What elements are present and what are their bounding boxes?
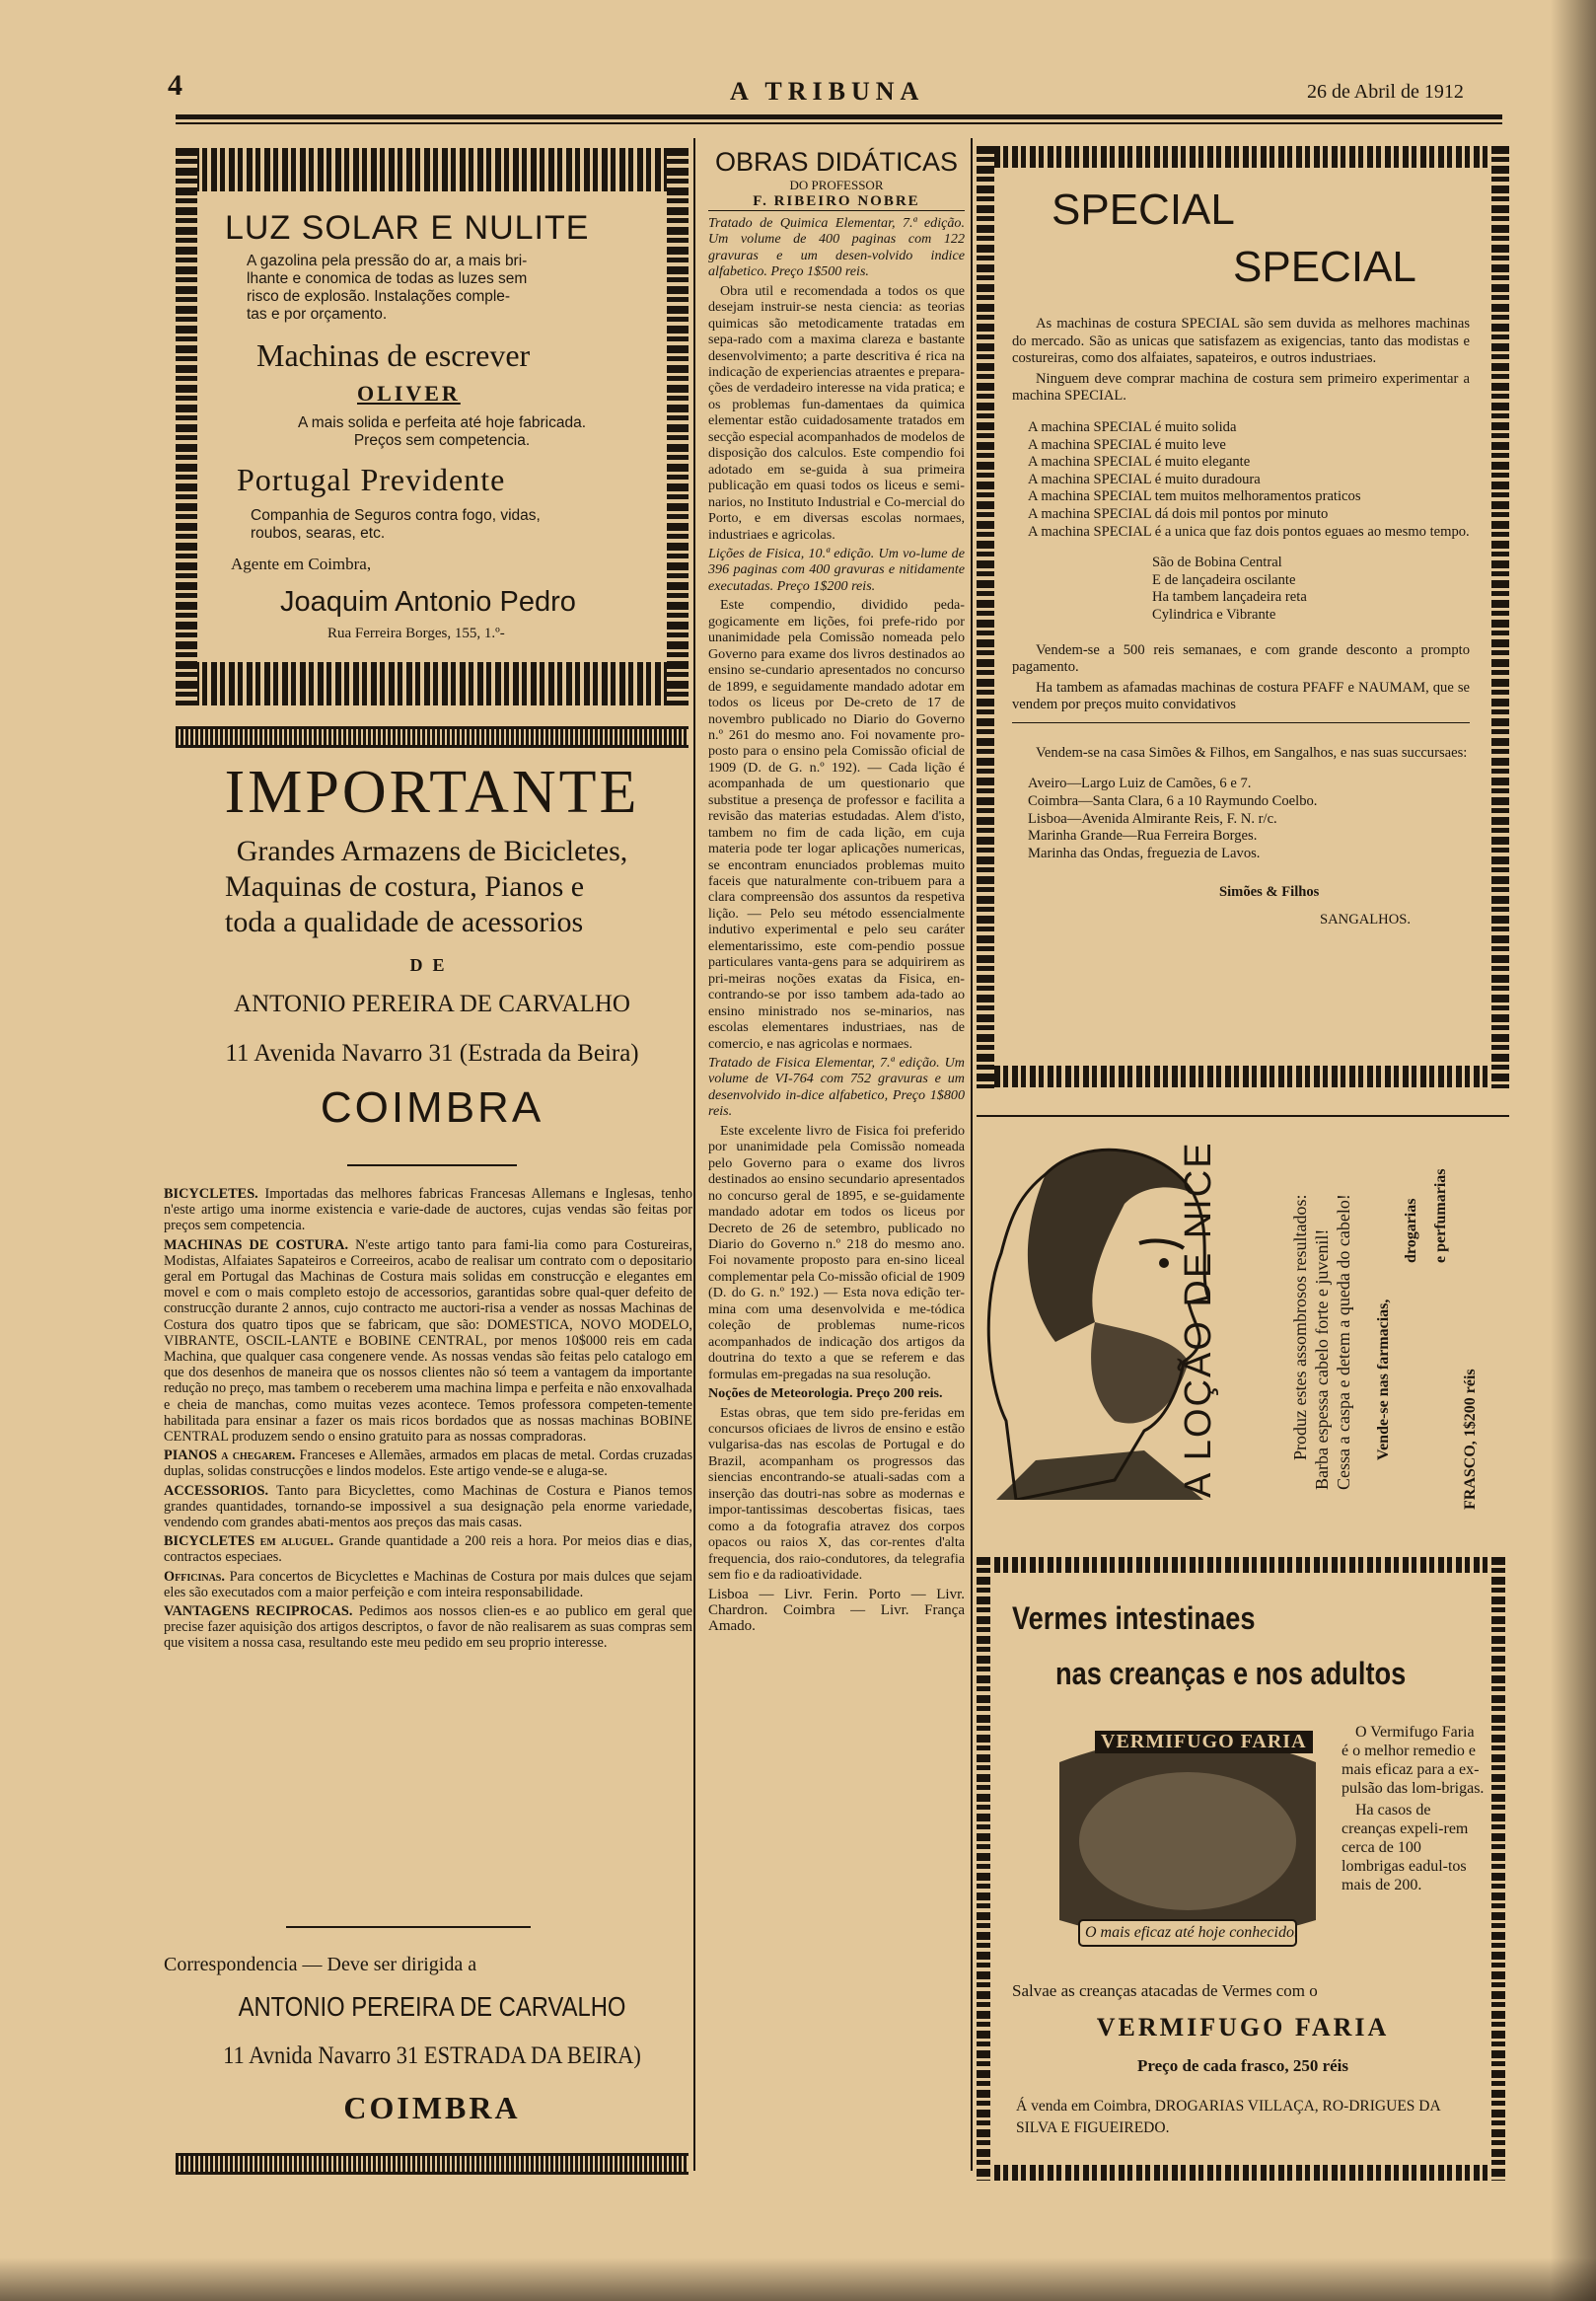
obras-column (708, 146, 965, 1638)
luz-title: LUZ SOLAR E NULITE (225, 209, 590, 247)
vermes-sale: Á venda em Coimbra, DROGARIAS VILLAÇA, RO-DRIGUES DA SILVA E FIGUEIREDO. (1016, 2098, 1440, 2136)
book-2: Lições de Fisica, 10.ª edição. Um vo-lume de 396 paginas com 400 gravuras e nitidamente executadas. Preço 1$200 reis. (708, 545, 965, 594)
obras-professor: DO PROFESSOR (789, 178, 884, 192)
corr-address: 11 Avnida Navarro 31 ESTRADA DA BEIRA) (223, 2042, 641, 2069)
ornament-border (977, 1557, 990, 2181)
vermes-brand: VERMIFUGO FARIA (1096, 2013, 1390, 2041)
vermes-title-1: Vermes intestinaes (1012, 1600, 1256, 1636)
short-rule (347, 1164, 517, 1166)
previdente-text: Companhia de Seguros contra fogo, vidas, roubos, searas, etc. (251, 507, 541, 542)
vermifugo-badge: VERMIFUGO FARIA (1095, 1731, 1313, 1753)
importante-owner: ANTONIO PEREIRA DE CARVALHO (234, 991, 630, 1017)
ornament-border (176, 662, 689, 705)
newspaper-title: A TRIBUNA (730, 77, 925, 106)
special-town: SANGALHOS. (1320, 912, 1412, 928)
agente-name: Joaquim Antonio Pedro (280, 586, 576, 618)
luz-solar-ad (176, 148, 689, 705)
locao-price: FRASCO, 1$200 réis (1462, 1369, 1479, 1510)
book-sellers: Lisboa — Livr. Ferin. Porto — Livr. Chardron. Coimbra — Livr. França Amado. (708, 1586, 965, 1635)
vermes-price: Preço de cada frasco, 250 réis (1136, 2056, 1348, 2075)
special-title-1: SPECIAL (1052, 186, 1235, 234)
oliver-text: A mais solida e perfeita até hoje fabricada. Preços sem competencia. (297, 414, 587, 449)
book-3: Tratado de Fisica Elementar, 7.ª edição. Um volume de VI-764 com 752 gravuras e um desenvolvido in-dice alfabetico, Preço 1$800 reis. (708, 1055, 965, 1120)
ornament-border (977, 146, 1509, 168)
vermes-save: Salvae as creanças atacadas de Vermes com o (1012, 1981, 1318, 2000)
agente-address: Rua Ferreira Borges, 155, 1.º- (327, 626, 505, 641)
special-ad (977, 146, 1509, 1088)
ornament-border (176, 148, 197, 705)
obras-title: OBRAS DIDÁTICAS (714, 147, 959, 177)
ornament-band (176, 726, 689, 748)
locao-title: A LOÇÃO DE NICE (1178, 1141, 1219, 1498)
importante-city: COIMBRA (320, 1083, 544, 1132)
ornament-border (1491, 146, 1509, 1088)
vermes-title-2: nas creanças e nos adultos (1055, 1656, 1407, 1691)
previdente-heading: Portugal Previdente (237, 462, 506, 497)
vermifugo-caption: O mais eficaz até hoje conhecido. (1085, 1924, 1298, 1941)
short-rule (286, 1926, 531, 1928)
issue-date: 26 de Abril de 1912 (1307, 81, 1464, 103)
ornament-border (977, 2165, 1509, 2181)
ornament-border (176, 148, 689, 191)
luz-body: A gazolina pela pressão do ar, a mais bri- lhante e conomica de todas as luzes sem risco de explosão. Instalações comple- tas e por orçamento. (247, 253, 528, 323)
locao-line-4: Vende-se nas farmacias, (1375, 1299, 1392, 1460)
special-branches: Aveiro—Largo Luiz de Camões, 6 e 7. Coimbra—Santa Clara, 6 a 10 Raymundo Coelbo. Lisboa—Avenida Almirante Reis, F. N. r/c. Marinha Grande—Rua Ferreira Borges. Marinha das Ondas, freguezia de Lavos. (1028, 776, 1318, 861)
ornament-border (667, 148, 689, 705)
vermes-side: O Vermifugo Faria é o melhor remedio e mais eficaz para a ex-pulsão das lom-brigas. Ha casos de creanças expeli-rem cerca de 100 lombrigas eadul-tos mais de 200. (1342, 1724, 1485, 1893)
book-1-text: Obra util e recomendada a todos os que desejam instruir-se nesta ciencia: as teorias quimicas são metodicamente tratadas em sepa-rado com a maxima clareza e bastante desenvolvimento; a parte descritiva é rica na indicação de experiencias atraentes e prepara-ções de verdadeiro interesse na vida pratica; e os problemas fun-damentaes da quimica elementar estão cuidadosamente tratados em secção especial acompanhados de modelos de disposição dos calculos. Este compendio foi adotado em se-guida à sua primeira publicação em quasi todos os liceus e semi-narios, no Instituto Industrial e Co-mercial do Porto, e em diversas escolas normaes, industriaes e agricolas. (708, 282, 965, 543)
locao-line-5: drogarias (1403, 1198, 1419, 1263)
section-rule (977, 1115, 1509, 1117)
importante-title: IMPORTANTE (224, 759, 640, 826)
corr-city: COIMBRA (343, 2090, 521, 2125)
machinas-heading: Machinas de escrever (256, 337, 531, 373)
page-number: 4 (168, 69, 182, 102)
book-4: Noções de Meteorologia. Preço 200 reis. (708, 1385, 943, 1402)
ornament-border (977, 1557, 1509, 1573)
ornament-border (1491, 1557, 1505, 2181)
importante-sub3: toda a qualidade de acessorios (225, 906, 584, 938)
vermes-ad (977, 1557, 1509, 2181)
special-signature: Simões & Filhos (1219, 884, 1320, 901)
special-features: A machina SPECIAL é muito solida A machina SPECIAL é muito leve A machina SPECIAL é muito elegante A machina SPECIAL é muito duradoura A machina SPECIAL tem muitos melhoramentos praticos A machina SPECIAL dá dois mil pontos por minuto A machina SPECIAL é a unica que faz dois pontos eguaes ao mesmo tempo. (1028, 418, 1470, 540)
book-2-text: Este compendio, dividido peda-gogicamente em lições, foi prefe-rido por unanimidade pela Comissão nomeada pelo Governo para exame dos livros destinados ao ensino se-cundario apresentados no concurso de 1899, e seguidamente mandado adotar em todos os liceus por De-creto de 17 de novembro publicado no Diario do Governo n.º 261 do mesmo ano. Foi novamente pro-posto para o ensino pela Comissão oficial de 1909 (D. de G. n.º 192). — Cada lição é acompanhada de um questionario que substitue a presença de professor e facilita a revisão das materias estudadas. Alem d'isto, tambem no fim de cada lição, em cuja materia pode ter logar aplicações numericas, se encontram enunciados problemas muito faceis que naturalmente con-tribuem para a clara compreensão dos assuntos da respetiva lição. — Pelo seu método essencialmente indutivo experimental e pelo seu caráter elementarissimo, este com-pendio possue particulares vanta-gens para se adquirirem as pri-meiras noções exatas da Fisica, en-contrando-se por isso tambem ada-tado ao ensino ministrado nos se-minarios, nas escolas elementares industriaes, nas de comercio, e nas agricolas e normaes. (708, 597, 965, 1052)
ornament-border (977, 1066, 1509, 1087)
locao-ad (977, 1125, 1509, 1510)
correspondence: Correspondencia — Deve ser dirigida a (164, 1954, 477, 1975)
importante-sub2: Maquinas de costura, Pianos e (225, 870, 585, 903)
importante-body: BICYCLETES. Importadas das melhores fabricas Francesas Allemans e Inglesas, tenho n'este artigo uma inorme existencia e varie-dade de auctores, cujas vendas são feitas por preços sem competencia. MACHINAS DE COSTURA. N'este artigo tanto para fami-lia como para Costureiras, Modistas, Alfaiates Sapateiros e Correeiros, acabo de realisar um contrato com o depositario geral em Portugal das Machinas de Costura mais solidas em construcção e elegantes em movel e com o mais completo estojo de accessorios, garantidas sobre qual-quer defeito de construcção durante 2 annos, cujo contracto me auctori-risa a vender as nossas Machinas de Costura dos quatro tipos que se fabricam, que são: DOMESTICA, NOVO MODELO, VIBRANTE, OSCIL-LANTE e BOBINE CENTRAL, por menos 10$000 reis em cada Machina, que qualquer casa congenere vende. As nossas vendas são feitas pelo catalogo em que dos desenhos de maneira que os nossos clientes não só teem a vantagem da importante redução no preço, mas tambem o receberem uma machina limpa e perfeita e não enxovalhada e cheia de manchas, como muitas vezes acontece. Temos professora competen-temente habilitada para ensinar a fazer os mais ricos bordados que as nossas machinas BOBINE CENTRAL produzem sendo o ensino gratuito para as nossas compradoras. PIANOS a chegarem. Franceses e Allemães, armados em placas de metal. Cordas cruzadas duplas, solidas construcções e lindos modelos. Este artigo vende-se e aluga-se. ACCESSORIOS. Tanto para Bicyclettes, como Machinas de Costura e Pianos temos grandes quantidades, tornando-se impossivel a sua designação pela enorme variedade, vendendo com grandes abati-mentos aos preços das mais casas. BICYCLETES em aluguel. Grande quantidade a 200 reis a hora. Por meios dias e dias, contractos especiaes. Officinas. Para concertos de Bicyclettes e Machinas de Costura por mais dulces que sejam eles são executados com a maior perfeição e com inteira responsabilidade. VANTAGENS RECIPROCAS. Pedimos aos nossos clien-es e ao publico em geral que precise fazer aquisição dos artigos descriptos, o favor de não realisarem as suas compras sem que visitem a nossa casa, resultando este meu pedido em seu proprio interesse. (164, 1186, 693, 1652)
column-rule (971, 138, 973, 2171)
locao-line-1: Produz estes assombrosos resultados: (1290, 1194, 1310, 1460)
corr-owner: ANTONIO PEREIRA DE CARVALHO (238, 1991, 626, 2022)
book-3-text: Este excelente livro de Fisica foi preferido por unanimidade pela Comissão nomeada pelo Governo para o exame dos livros destinados ao ensino secundario apresentados no concurso geral de 1895, e se-guidamente mandado adotar em todos os liceus por Decreto de 26 de setembro, publicado no Diario do Governo n.º 218 do mesmo ano. Foi novamente proposto para en-sino liceal complementar pela Co-missão oficial de 1909 (D. do G. n.º 192.) — Esta nova edição ter-mina com uma desenvolvida e me-tódica coleção de problemas nume-ricos acompanhados de indicação dos artigos da doutrina do texto a que se referem e das formulas em-pregadas na sua resolução. (708, 1122, 965, 1382)
header-rule (176, 114, 1502, 119)
locao-line-2: Barba espessa cabelo forte e juvenil! (1312, 1228, 1332, 1490)
column-rule (693, 138, 695, 2171)
locao-line-3: Cessa a caspa e detem a queda do cabelo! (1334, 1194, 1353, 1490)
special-types: São de Bobina Central E de lançadeira oscilante Ha tambem lançadeira reta Cylindrica e Vibrante (1152, 555, 1307, 623)
importante-address: 11 Avenida Navarro 31 (Estrada da Beira) (225, 1040, 639, 1067)
special-body: As machinas de costura SPECIAL são sem duvida as melhores machinas do mercado. São as unicas que satisfazem as exigencias, tanto das modistas e costureiras, como dos alfaiates, sapateiros, e outros industriaes. Ninguem deve comprar machina de costura sem primeiro experimentar a machina SPECIAL. A machina SPECIAL é muito solida A machina SPECIAL é muito leve A machina SPECIAL é muito elegante A machina SPECIAL é muito duradoura A machina SPECIAL tem muitos melhoramentos praticos A machina SPECIAL dá dois mil pontos por minuto A machina SPECIAL é a unica que faz dois pontos eguaes ao mesmo tempo. São de Bobina Central E de lançadeira oscilante Ha tambem lançadeira reta Cylindrica e Vibrante Vendem-se a 500 reis semanaes, e com grande desconto a prompto pagamento. Ha tambem as afamadas machinas de costura PFAFF e NAUMAM, que se vendem por preços muito convidativos Vendem-se na casa Simões & Filhos, em Sangalhos, e nas suas succursaes: Aveiro—Largo Luiz de Camões, 6 e 7. Coimbra—Santa Clara, 6 a 10 Raymundo Coelbo. Lisboa—Avenida Almirante Reis, F. N. r/c. Marinha Grande—Rua Ferreira Borges. Marinha das Ondas, freguezia de Lavos. Simões & Filhos SANGALHOS. (1012, 316, 1470, 928)
importante-de: DE (409, 955, 455, 975)
header-rule-thin (176, 122, 1502, 124)
ornament-border (977, 146, 994, 1088)
book-1: Tratado de Quimica Elementar, 7.ª edição. Um volume de 400 paginas com 122 gravuras e um desen-volvido indice alfabetico. Preço 1$500 reis. (708, 214, 965, 280)
locao-line-6: e perfumarias (1432, 1168, 1449, 1263)
ornament-band (176, 2153, 689, 2175)
importante-sub1: Grandes Armazens de Bicicletes, (236, 835, 628, 867)
oliver-heading: OLIVER (357, 381, 461, 406)
agente-label: Agente em Coimbra, (231, 555, 372, 573)
special-title-2: SPECIAL (1233, 243, 1416, 291)
book-4-text: Estas obras, que tem sido pre-feridas em concursos oficiaes de livros de ensino e estão vulgarisa-das nas escolas de Portugal e do Brazil, acompanham os progressos das siencias encontrando-se atuali-sadas com a inserção das doutri-nas sobre as modernas e impor-tantissimas descobertas fisicas, taes como a da fotografia atravez dos corpos opacos ou raios X, das cor-rentes d'alta frequencia, dos raio-condutores, da telegrafia sem fio e da radioatividade. (708, 1404, 965, 1584)
obras-author: F. RIBEIRO NOBRE (708, 193, 965, 210)
